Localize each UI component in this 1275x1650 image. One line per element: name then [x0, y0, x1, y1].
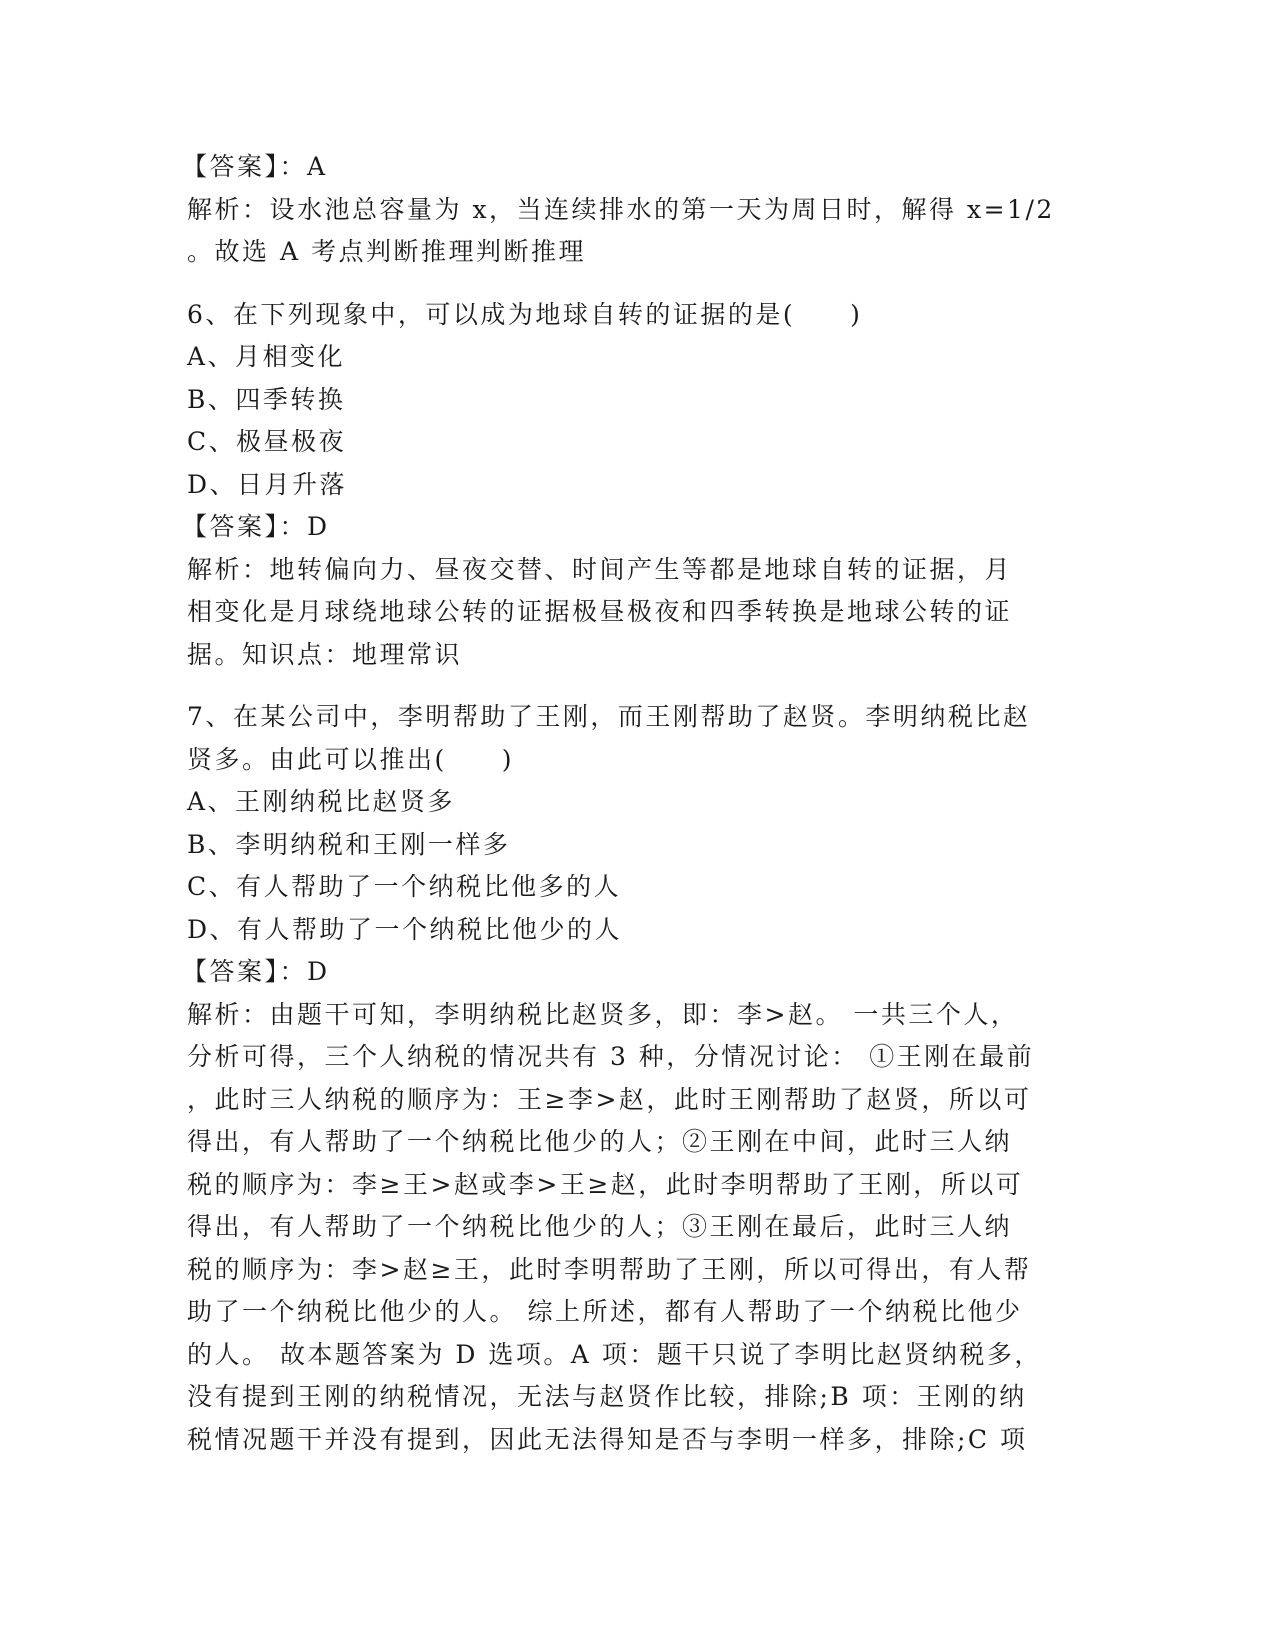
option-c: C、极昼极夜 [187, 427, 347, 456]
option-b: B、四季转换 [187, 384, 346, 414]
answer-label: 【答案】：D [182, 512, 330, 541]
question-text: 7、在某公司中，李明帮助了王刚，而王刚帮助了赵贤。李明纳税比赵 [187, 702, 1031, 731]
question-text: 贤多。由此可以推出( ) [187, 744, 515, 774]
explanation-line: 解析：地转偏向力、昼夜交替、时间产生等都是地球自转的证据，月 [187, 554, 1013, 584]
option-d: D、日月升落 [187, 469, 348, 499]
explanation-line: 税的顺序为：李>赵≥王，此时李明帮助了王刚，所以可得出，有人帮 [187, 1254, 1032, 1284]
answer-label: 【答案】：D [182, 957, 330, 986]
explanation-line: 分析可得，三个人纳税的情况共有 3 种，分情况讨论： ①王刚在最前 [187, 1042, 1035, 1071]
spacer [187, 676, 1067, 696]
explanation-line: 。故选 A 考点判断推理判断推理 [187, 237, 586, 266]
question-text: 6、在下列现象中，可以成为地球自转的证据的是( ) [187, 299, 863, 329]
explanation-line: 得出，有人帮助了一个纳税比他少的人；②王刚在中间，此时三人纳 [187, 1127, 1013, 1156]
explanation-line: 解析：设水池总容量为 x，当连续排水的第一天为周日时，解得 x=1/2 [187, 194, 1055, 224]
question-6-block [182, 294, 1067, 677]
explanation-line: 税情况题干并没有提到，因此无法得知是否与李明一样多，排除;C 项 [187, 1424, 1028, 1454]
explanation-line: 没有提到王刚的纳税情况，无法与赵贤作比较，排除;B 项：王刚的纳 [187, 1382, 1027, 1411]
option-c: C、有人帮助了一个纳税比他多的人 [187, 872, 622, 901]
question-7-block [182, 696, 1067, 1461]
explanation-line: 解析：由题干可知，李明纳税比赵贤多，即：李>赵。 一共三个人， [187, 999, 1019, 1029]
explanation-line: 的人。 故本题答案为 D 选项。A 项：题干只说了李明比赵贤纳税多， [187, 1339, 1042, 1369]
page-content [182, 146, 1067, 1461]
option-a: A、王刚纳税比赵贤多 [187, 787, 456, 816]
explanation-line: 相变化是月球绕地球公转的证据极昼极夜和四季转换是地球公转的证 [187, 597, 1013, 626]
explanation-line: 得出，有人帮助了一个纳税比他少的人；③王刚在最后，此时三人纳 [187, 1212, 1013, 1241]
answer-label: 【答案】：A [182, 152, 328, 181]
explanation-line: 据。知识点：地理常识 [187, 639, 463, 669]
explanation-line: 助了一个纳税比他少的人。 综上所述，都有人帮助了一个纳税比他少 [187, 1297, 1023, 1326]
explanation-line: 税的顺序为：李≥王>赵或李>王≥赵，此时李明帮助了王刚，所以可 [187, 1169, 1024, 1199]
question-5-answer-block [182, 146, 1067, 274]
spacer [187, 274, 1067, 294]
option-a: A、月相变化 [187, 342, 346, 371]
option-d: D、有人帮助了一个纳税比他少的人 [187, 914, 623, 944]
option-b: B、李明纳税和王刚一样多 [187, 829, 511, 859]
explanation-line: ，此时三人纳税的顺序为：王≥李>赵，此时王刚帮助了赵贤，所以可 [187, 1084, 1032, 1114]
